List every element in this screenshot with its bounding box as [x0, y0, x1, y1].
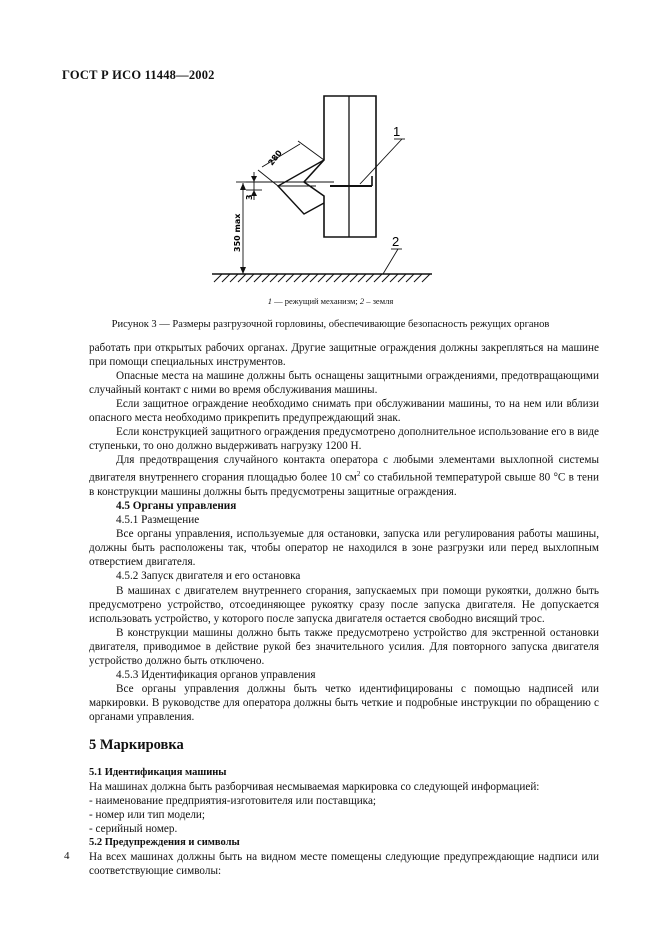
list-item: - наименование предприятия-изготовителя или поставщика; — [89, 795, 377, 808]
paragraph: Все органы управления, используемые для остановки, запуска или регулирования работы машины, должны быть расположены так, чтобы оператор не находился в зоне разгрузки или перед выхлопным отверстием двигателя. — [89, 528, 599, 569]
paragraph: Опасные места на машине должны быть оснащены защитными ограждениями, предотвращающими случайный контакт с ними во время обслуживания машины. — [89, 370, 599, 397]
paragraph: работать при открытых рабочих органах. Другие защитные ограждения должны закрепляться на машине при помощи специальных инструментов. — [89, 342, 599, 369]
dim-350-label: 350 max — [233, 213, 242, 252]
leader-2 — [383, 249, 398, 274]
chute-outline — [304, 96, 376, 237]
page-number: 4 — [64, 850, 70, 862]
figure-caption: Рисунок 3 — Размеры разгрузочной горловины, обеспечивающие безопасность режущих органов — [111, 319, 550, 330]
dim-280-label: 280 — [266, 148, 284, 168]
callout-label-2: 2 — [392, 234, 400, 249]
callout-label-1: 1 — [393, 124, 401, 139]
paragraph: На всех машинах должны быть на видном месте помещены следующие предупреждающие надписи или соответствующие символы: — [89, 851, 599, 878]
section-heading-4-5: 4.5 Органы управления — [116, 500, 237, 513]
dim-3-label: 3 — [245, 194, 254, 200]
paragraph: Если конструкцией защитного ограждения предусмотрено дополнительное использование его в виде ступеньки, то оно должно выдерживать нагрузку 1200 Н. — [89, 426, 599, 453]
ground-hatch — [214, 274, 430, 282]
section-heading-5-2: 5.2 Предупреждения и символы — [89, 837, 240, 849]
document-body — [89, 341, 599, 878]
subsection-heading-4-5-3: 4.5.3 Идентификация органов управления — [116, 668, 316, 681]
paragraph: Для предотвращения случайного контакта оператора с любыми элементами выхлопной системы двигателя внутреннего сгорания площадью более 10 $см^2$ со стабильной температурой свыше 80 °С в тени в конструкции машины должны быть предусмотрены защитные ограждения. — [89, 454, 599, 499]
legend-key-1: 1 — [267, 296, 272, 306]
section-heading-5: 5 Маркировка — [89, 737, 184, 753]
paragraph: Если защитное ограждение необходимо снимать при обслуживании машины, то на нем или вблизи опасного места необходимо прикрепить предупреждающий знак. — [89, 398, 599, 425]
leader-1 — [360, 139, 402, 184]
paragraph: В машинах с двигателем внутреннего сгорания, запускаемых при помощи рукоятки, должно быть предусмотрено устройство, отсоединяющее рукоятку сразу после запуска двигателя. Не допускается использовать устройство, у которого после запуска двигателя остается свободно висящий трос. — [89, 584, 599, 625]
section-heading-5-1: 5.1 Идентификация машины — [89, 767, 227, 779]
list-item: - серийный номер. — [89, 823, 178, 836]
paragraph: В конструкции машины должно быть также предусмотрено устройство для экстренной остановки двигателя, приводимое в действие рукой без значительного усилия. Для повторного запуска двигателя устройство должно быть отключено. — [89, 626, 599, 667]
document-header: ГОСТ Р ИСО 11448—2002 — [62, 68, 215, 82]
unloading-throat-diagram — [0, 0, 661, 300]
paragraph: Все органы управления должны быть четко идентифицированы с помощью надписей или маркировки. В руководстве для оператора должны быть четкие и подробные инструкции по обращению с органами управления. — [89, 682, 599, 723]
subsection-heading-4-5-1: 4.5.1 Размещение — [116, 514, 200, 527]
list-item: - номер или тип модели; — [89, 809, 206, 822]
subsection-heading-4-5-2: 4.5.2 Запуск двигателя и его остановка — [116, 570, 301, 583]
figure-legend: 1 — режущий механизм; 2 – земля — [267, 296, 394, 306]
legend-key-2: 2 — [359, 296, 365, 306]
paragraph: На машинах должна быть разборчивая несмываемая маркировка со следующей информацией: — [89, 781, 540, 794]
